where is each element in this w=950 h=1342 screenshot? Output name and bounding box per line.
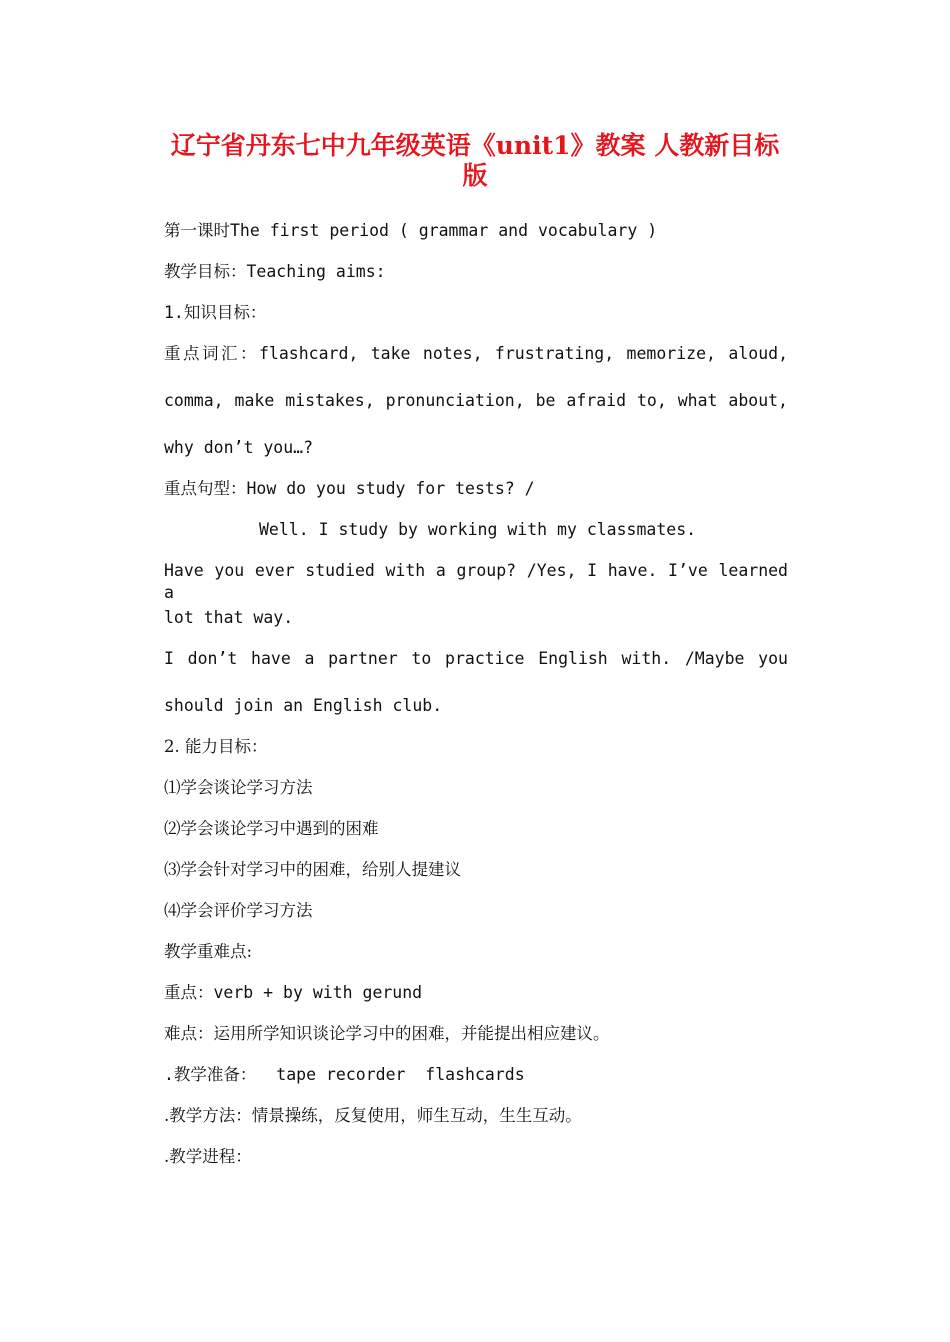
key-difficult-heading: 教学重难点: <box>164 942 253 961</box>
sentence-line-3: Have you ever studied with a group? /Yes, I have. I’ve learned a <box>164 561 788 602</box>
document-title-line-1: 辽宁省丹东七中九年级英语《unit1》教案 人教新目标 <box>170 131 780 160</box>
sentence-line-2: Well. I study by working with my classmates. <box>259 520 697 539</box>
sentence-line-4: lot that way. <box>164 608 294 627</box>
knowledge-heading: 1.知识目标： <box>164 303 267 322</box>
difficult-point-line: 难点：运用所学知识谈论学习中的困难，并能提出相应建议。 <box>164 1024 610 1043</box>
ability-item-2: ⑵学会谈论学习中遇到的困难 <box>164 819 379 838</box>
sentence-line-1: 重点句型：How do you study for tests? / <box>164 479 535 498</box>
ability-heading: 2. 能力目标： <box>164 737 268 756</box>
ability-item-1: ⑴学会谈论学习方法 <box>164 778 313 797</box>
process-heading: .教学进程： <box>164 1147 252 1166</box>
document-title-line-2: 版 <box>462 161 488 190</box>
ability-item-4: ⑷学会评价学习方法 <box>164 901 313 920</box>
vocab-line-2: comma, make mistakes, pronunciation, be afraid to, what about, <box>164 391 788 410</box>
period-line: 第一课时The first period ( grammar and vocabulary ) <box>164 221 658 240</box>
vocab-line-3: why don’t you…? <box>164 438 314 457</box>
aims-heading: 教学目标：Teaching aims: <box>164 262 386 281</box>
vocab-line-1: 重点词汇：flashcard, take notes, frustrating, memorize, aloud, <box>164 344 788 363</box>
sentence-line-6: should join an English club. <box>164 696 443 715</box>
ability-item-3: ⑶学会针对学习中的困难，给别人提建议 <box>164 860 461 879</box>
sentence-line-5: I don’t have a partner to practice English with. /Maybe you <box>164 649 788 668</box>
preparation-line: .教学准备： tape recorder flashcards <box>164 1065 525 1084</box>
key-point-line: 重点：verb + by with gerund <box>164 983 423 1002</box>
method-line: .教学方法：情景操练，反复使用，师生互动，生生互动。 <box>164 1106 582 1125</box>
